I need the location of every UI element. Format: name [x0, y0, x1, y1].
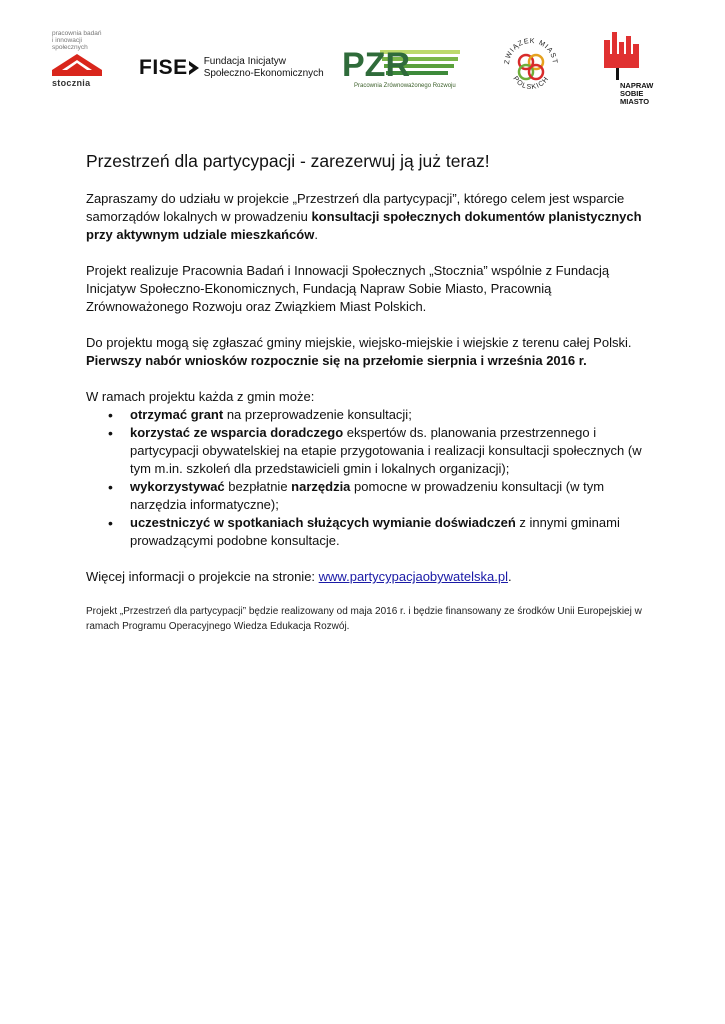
- fise-wordmark: FISE: [139, 56, 188, 79]
- intro-paragraph: [86, 190, 646, 244]
- list-item: [130, 514, 646, 550]
- stocznia-roof-icon: [52, 54, 102, 76]
- list-item: [130, 424, 646, 478]
- eligibility-bold: Pierwszy nabór wniosków rozpocznie się na przełomie sierpnia i września 2016 r.: [86, 353, 587, 368]
- intro-text: Zapraszamy do udziału w projekcie „Przestrzeń dla partycypacji”, którego celem jest wsparcie samorządów lokalnych w prowadzeniu: [86, 191, 625, 224]
- svg-text:ZWIĄZEK MIAST: [504, 38, 558, 65]
- pzr-logo: [340, 44, 465, 96]
- zmp-emblem-icon: [500, 34, 562, 96]
- list-item-bold: korzystać ze wsparcia doradczego: [130, 425, 344, 440]
- eligibility-text: Do projektu mogą się zgłaszać gminy miejskie, wiejsko-miejskie i wiejskie z terenu całej Polski.: [86, 335, 632, 350]
- napraw-sobie-miasto-logo: [602, 30, 662, 110]
- stocznia-logo: [52, 30, 112, 96]
- funding-footnote: Projekt „Przestrzeń dla partycypacji” będzie realizowany od maja 2016 r. i będzie finansowany ze środków Unii Europejskiej w ramach Programu Operacyjnego Wiedza Edukacja Rozwój.: [86, 606, 642, 632]
- list-item: [130, 406, 646, 424]
- list-item: [130, 478, 646, 514]
- stocznia-subtitle: pracownia badań i innowacji społecznych: [52, 30, 102, 51]
- pzr-mark-icon: [340, 44, 465, 82]
- list-item-bold: otrzymać grant: [130, 407, 224, 422]
- list-item-text: na przeprowadzenie konsultacji;: [223, 407, 412, 422]
- fise-arrow-icon: [188, 60, 200, 76]
- partners-paragraph: Projekt realizuje Pracownia Badań i Innowacji Społecznych „Stocznia” wspólnie z Fundacją Inicjatyw Społeczno-Ekonomicznych, Fundacją Napraw Sobie Miasto, Pracownią Zrównoważonego Rozwoju oraz Związkiem Miast Polskich.: [86, 263, 610, 314]
- page-title: Przestrzeń dla partycypacji - zarezerwuj ją już teraz!: [86, 151, 490, 171]
- logo-bar: [0, 0, 725, 120]
- fise-line-2: Społeczno-Ekonomicznych: [203, 68, 324, 79]
- list-item-bold: uczestniczyć w spotkaniach służących wymianie doświadczeń: [130, 515, 516, 530]
- pzr-caption: Pracownia Zrównoważonego Rozwoju: [354, 83, 456, 89]
- more-info-end: .: [507, 569, 512, 584]
- more-info-text: Więcej informacji o projekcie na stronie:: [86, 569, 319, 584]
- project-website-link[interactable]: www.partycypacjaobywatelska.pl: [318, 569, 508, 584]
- stocznia-wordmark: stocznia: [52, 78, 91, 88]
- fise-name: [204, 56, 324, 80]
- list-item-bold: wykorzystywać: [130, 479, 225, 494]
- intro-bold: konsultacji społecznych dokumentów planistycznych przy aktywnym udziale mieszkańców: [86, 209, 642, 242]
- list-item-bold-2: narzędzia: [291, 479, 351, 494]
- benefits-list: [86, 406, 646, 550]
- fise-line-1: Fundacja Inicjatyw: [203, 56, 286, 67]
- more-info-paragraph: [86, 568, 646, 586]
- napraw-skyline-icon: [602, 30, 642, 80]
- list-intro: W ramach projektu każda z gmin może:: [86, 389, 315, 404]
- eligibility-paragraph: [86, 334, 646, 370]
- napraw-wordmark: NAPRAW SOBIE MIASTO: [620, 81, 654, 106]
- list-item-text: ekspertów ds. planowania przestrzennego i partycypacji obywatelskiej na etapie przygotowania i realizacji konsultacji społecznych (w tym m.in. szkoleń dla przedstawicieli gmin i lokalnych organizacji);: [130, 425, 642, 476]
- list-item-text: bezpłatnie: [224, 479, 292, 494]
- zmp-top-text: ZWIĄZEK MIAST: [503, 37, 559, 65]
- zmp-logo: [500, 34, 562, 96]
- list-item-text: z innymi gminami prowadzącymi podobne konsultacje.: [130, 515, 620, 548]
- fise-logo: [139, 54, 324, 82]
- list-item-text-2: pomocne w prowadzeniu konsultacji (w tym narzędzia informatyczne);: [130, 479, 605, 512]
- intro-end: .: [314, 227, 318, 242]
- svg-text:PZR: PZR: [342, 46, 410, 82]
- zmp-bottom-text: POLSKICH: [511, 75, 551, 92]
- document-body: [86, 150, 646, 634]
